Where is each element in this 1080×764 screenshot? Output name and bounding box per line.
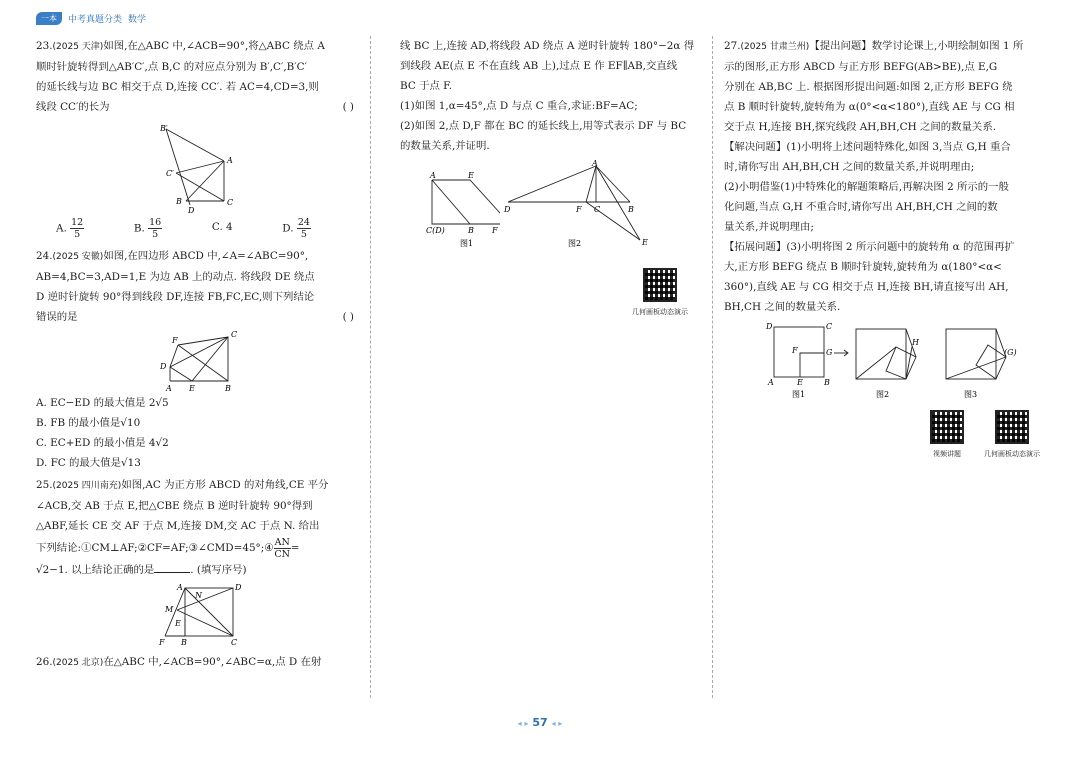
- question-text: 在△ABC 中,∠ACB=90°,∠ABC=α,点 D 在射: [103, 656, 322, 668]
- option-d: D. $\frac{24}{5}$: [282, 217, 310, 240]
- question-text: 到线段 AE(点 E 不在直线 AB 上),过点 E 作 EF∥AB,交直线: [400, 60, 678, 72]
- fig-label: D: [235, 583, 242, 592]
- question-text: 【提出问题】数学讨论课上,小明绘制如图 1 所: [809, 40, 1024, 52]
- fig-label: B: [468, 226, 474, 235]
- fig-label: A: [592, 160, 598, 168]
- page-header: [36, 12, 146, 25]
- fig-label: C(D): [426, 226, 445, 235]
- fig-label: B: [181, 638, 187, 647]
- q27-qr-row: [724, 410, 1040, 464]
- column-divider-right: [712, 36, 713, 698]
- fig-label: B: [225, 384, 231, 393]
- qr-label: 几何画板动态演示: [632, 308, 688, 316]
- question-text: BC 于点 F.: [400, 80, 453, 92]
- option-a: A. $\frac{12}{5}$: [56, 217, 84, 240]
- fig-label: H: [912, 338, 919, 347]
- q23-options: [56, 217, 311, 240]
- question-text: √2−1. 以上结论正确的是: [36, 564, 155, 576]
- q25-figure: [151, 582, 247, 648]
- question-text: D 逆时针旋转 90°得到线段 DF,连接 FB,FC,EC,则下列结论: [36, 291, 315, 303]
- question-source: (2025 安徽): [52, 252, 104, 262]
- fig-label: A: [227, 156, 233, 165]
- fig-label: C: [594, 205, 601, 214]
- question-text: 错误的是: [36, 311, 78, 323]
- fig-label: E: [175, 619, 181, 628]
- question-source: (2025 北京): [52, 658, 104, 668]
- figure-caption: 图2: [568, 239, 582, 248]
- fig-label: A: [768, 378, 774, 387]
- figure-caption: 图2: [876, 390, 890, 399]
- qr-label: 几何画板动态演示: [984, 450, 1040, 458]
- question-text: △ABF,延长 CE 交 AF 于点 M,连接 DM,交 AC 于点 N. 给出: [36, 520, 320, 532]
- q26-figures: [400, 160, 704, 250]
- question-number: 25.: [36, 479, 53, 491]
- fig-label: D: [766, 322, 773, 331]
- page-number-value: 57: [532, 716, 548, 729]
- fig-label: F: [159, 638, 165, 647]
- question-source: (2025 甘肃兰州): [740, 42, 810, 52]
- fig-label: G: [826, 348, 833, 357]
- question-text: 交于点 H,连接 BH,探究线段 AH,BH,CH 之间的数量关系.: [724, 121, 997, 133]
- fig-label: E: [189, 384, 195, 393]
- fig-label: F: [172, 336, 178, 345]
- q26-qr-block[interactable]: [632, 268, 688, 322]
- question-25: 25.(2025 四川南充)如图,AC 为正方形 ABCD 的对角线,CE 平分 ∠ACB,交 AB 于点 E,把△CBE 绕点 B 逆时针旋转 90°得到 △ABF,延长 CE 交 AF 于点 M,连接 DM,交 AC 于点 N. 给出 下列结论:①CM⊥AF;②CF=AF;③∠CMD=45°;④ $\frac{AN}{CN}$ = √2−1. 以上结论正确的是 . (填写序号) A N D M E F B C: [36, 475, 362, 648]
- figure-caption: 图1: [460, 239, 474, 248]
- question-text: 大,正方形 BEFG 绕点 B 顺时针旋转,旋转角为 α(180°<α<: [724, 261, 1002, 273]
- fig-label: N: [195, 591, 202, 600]
- question-text: 分别在 AB,BC 上. 根据图形提出问题:如图 2,正方形 BEFG 绕: [724, 81, 1013, 93]
- answer-blank[interactable]: [154, 562, 190, 573]
- question-source: (2025 天津): [52, 42, 104, 52]
- fig-label: D: [160, 362, 167, 371]
- question-text: BH,CH 之间的数量关系.: [724, 301, 841, 313]
- question-number: 23.: [36, 40, 53, 52]
- question-23: [36, 36, 362, 240]
- fig-label: C′: [166, 169, 174, 178]
- answer-bracket: ( ): [342, 101, 354, 113]
- option-c: C. 4: [211, 221, 233, 233]
- fig-label: B: [176, 197, 182, 206]
- fig-label: M: [165, 605, 174, 614]
- question-text: 点 B 顺时针旋转,旋转角为 α(0°<α<180°),直线 AE 与 CG 相: [724, 101, 1015, 113]
- brand-logo: 一本: [36, 12, 62, 25]
- option-c: C. EC+ED 的最小值是 4√2: [36, 437, 169, 449]
- fig-label: A: [430, 171, 436, 180]
- fig-label: D: [504, 205, 511, 214]
- question-text: 360°),直线 AE 与 CG 相交于点 H,连接 BH,请直接写出 AH,: [724, 281, 1009, 293]
- question-26-start: [36, 652, 362, 673]
- option-a: A. EC−ED 的最大值是 2√5: [36, 397, 169, 409]
- figure-caption: 图3: [964, 390, 978, 399]
- question-text: 的数量关系,并证明.: [400, 140, 490, 152]
- question-24: [36, 246, 362, 473]
- qr-code-icon[interactable]: [995, 410, 1029, 444]
- q23-figure: [154, 121, 244, 213]
- fig-label: B′: [160, 124, 168, 133]
- question-text: 如图,在△ABC 中,∠ACB=90°,将△ABC 绕点 A: [103, 40, 325, 52]
- q24-figure: [154, 329, 244, 393]
- header-section: 中考真题分类: [68, 15, 123, 25]
- question-text: ∠ACB,交 AB 于点 E,把△CBE 绕点 B 逆时针旋转 90°得到: [36, 500, 313, 512]
- fig-label: B: [628, 205, 634, 214]
- question-text: AB=4,BC=3,AD=1,E 为边 AB 上的动点. 将线段 DE 绕点: [36, 271, 315, 283]
- question-text: 如图,在四边形 ABCD 中,∠A=∠ABC=90°,: [103, 250, 309, 262]
- question-text: (1)如图 1,α=45°,点 D 与点 C 重合,求证:BF=AC;: [400, 100, 638, 112]
- question-text: 【解决问题】(1)小明将上述问题特殊化,如图 3,当点 G,H 重合: [724, 141, 1011, 153]
- header-subject: 数学: [128, 15, 147, 25]
- column-middle: [400, 36, 704, 316]
- fig-label: E: [797, 378, 803, 387]
- question-text: 时,请你写出 AH,BH,CH 之间的数量关系,并说明理由;: [724, 161, 975, 173]
- question-number: 27.: [724, 40, 741, 52]
- qr-code-icon[interactable]: [930, 410, 964, 444]
- fraction: $\frac{AN}{CN}$: [274, 536, 290, 560]
- fig-label: C: [231, 638, 238, 647]
- question-text: 化问题,当点 G,H 不重合时,请你写出 AH,BH,CH 之间的数: [724, 201, 998, 213]
- fig-label: C: [231, 330, 238, 339]
- question-text: 的延长线与边 BC 相交于点 D,连接 CC′. 若 AC=4,CD=3,则: [36, 81, 319, 93]
- option-b: B. $\frac{16}{5}$: [133, 217, 162, 240]
- fig-label: C: [826, 322, 833, 331]
- question-text: (2)小明借鉴(1)中特殊化的解题策略后,再解决图 2 所示的一般: [724, 181, 1009, 193]
- fig-label: F: [576, 205, 582, 214]
- fig-label: D: [188, 206, 195, 213]
- question-number: 26.: [36, 656, 53, 668]
- fig-label: (G): [1004, 348, 1017, 357]
- fig-label: C: [227, 198, 234, 207]
- qr-label: 视频讲题: [933, 450, 961, 458]
- page-number: ◂ ▸ 57 ◂ ▸: [517, 716, 563, 729]
- qr-geometry[interactable]: [984, 410, 1040, 464]
- fig-label: B: [824, 378, 830, 387]
- option-b: B. FB 的最小值是√10: [36, 417, 141, 429]
- column-right: [724, 36, 1048, 464]
- question-text: 下列结论:①CM⊥AF;②CF=AF;③∠CMD=45°;④: [36, 542, 274, 554]
- fig-label: F: [492, 226, 498, 235]
- qr-code-icon[interactable]: [643, 268, 677, 302]
- fig-label: A: [177, 583, 183, 592]
- option-d: D. FC 的最大值是√13: [36, 457, 141, 469]
- q26-figure-2: [500, 160, 670, 248]
- question-text: 线段 CC′的长为: [36, 101, 110, 113]
- q26-figure-1: [400, 170, 500, 250]
- q27-figures: [760, 319, 1050, 399]
- question-text: 顺时针旋转得到△AB′C′,点 B,C 的对应点分别为 B′,C′,B′C′: [36, 61, 307, 73]
- question-text: 如图,AC 为正方形 ABCD 的对角线,CE 平分: [121, 479, 329, 491]
- question-text: 量关系,并说明理由;: [724, 221, 814, 233]
- question-text: (2)如图 2,点 D,F 都在 BC 的延长线上,用等式表示 DF 与 BC: [400, 120, 687, 132]
- column-left: [36, 36, 362, 673]
- fig-label: F: [792, 346, 798, 355]
- question-number: 24.: [36, 250, 53, 262]
- figure-caption: 图1: [792, 390, 806, 399]
- qr-video[interactable]: [930, 410, 964, 464]
- column-divider-left: [370, 36, 371, 698]
- fig-label: E: [642, 238, 648, 247]
- question-text: 【拓展问题】(3)小明将图 2 所示问题中的旋转角 α 的范围再扩: [724, 241, 1015, 253]
- fig-label: A: [166, 384, 172, 393]
- question-text: 示的图形,正方形 ABCD 与正方形 BEFG(AB>BE),点 E,G: [724, 61, 998, 73]
- answer-bracket: ( ): [342, 311, 354, 323]
- fig-label: E: [468, 171, 474, 180]
- question-source: (2025 四川南充): [52, 481, 122, 491]
- question-text: 线 BC 上,连接 AD,将线段 AD 绕点 A 逆时针旋转 180°−2α 得: [400, 40, 695, 52]
